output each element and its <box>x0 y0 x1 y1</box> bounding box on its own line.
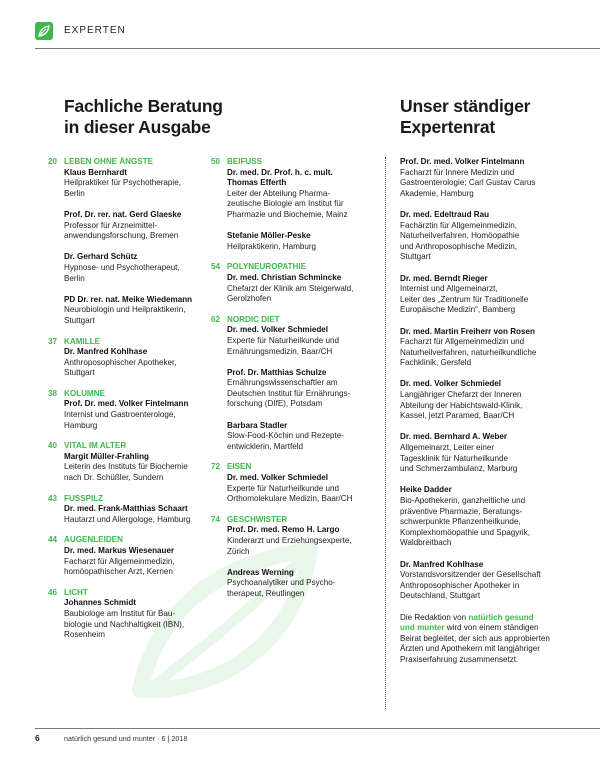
expert-entry <box>64 399 224 431</box>
topic-section <box>211 157 387 252</box>
expert-description: Hautarzt und Allergologe, Hamburg <box>64 514 191 524</box>
topic-section <box>211 314 387 453</box>
council-member <box>400 379 578 421</box>
topic-page-number: 72 <box>211 462 221 472</box>
expert-name: Dr. med. Christian Schmincke <box>227 272 342 282</box>
expert-name: Barbara Stadler <box>227 420 288 430</box>
expert-description: Baubiologe am Institut für Bau- <box>64 608 176 618</box>
topic-page-number: 40 <box>48 441 58 451</box>
header-divider <box>35 48 600 49</box>
expert-entry <box>227 568 387 600</box>
council-member-name: Prof. Dr. med. Volker Fintelmann <box>400 157 525 166</box>
council-member-name: Dr. med. Martin Freiherr von Rosen <box>400 326 535 336</box>
column-topics-middle <box>211 157 387 610</box>
topic-title: AUGENLEIDEN <box>64 535 123 545</box>
topic-section <box>211 262 387 304</box>
council-member-description: Deutschland, Stuttgart <box>400 591 481 601</box>
topic-heading <box>48 388 224 400</box>
column-divider <box>385 157 386 709</box>
expert-description: forschung (DIfE), Potsdam <box>227 399 323 409</box>
council-member <box>400 210 578 263</box>
topic-page-number: 20 <box>48 157 58 166</box>
council-member-description: Komplexhomöopathie und Spagyrik, <box>400 527 531 537</box>
expert-name: Dr. med. Frank-Matthias Schaart <box>64 504 188 514</box>
topic-section <box>48 493 224 526</box>
expert-name: Margit Müller-Frahling <box>64 451 149 461</box>
topic-page-number: 37 <box>48 336 58 346</box>
topic-section <box>48 535 224 577</box>
council-member-description: Anthroposophischer Apotheker in <box>400 580 520 590</box>
topic-title: LEBEN OHNE ÄNGSTE <box>64 157 154 166</box>
topic-page-number: 54 <box>211 262 221 272</box>
expert-description: Gerolzhofen <box>227 294 272 304</box>
section-title: EXPERTEN <box>64 25 126 36</box>
expert-description: Internist und Gastroenterologe, <box>64 410 176 420</box>
topic-title: GESCHWISTER <box>227 514 288 524</box>
expert-description: Berlin <box>64 273 85 283</box>
council-member-description: Waldbreitbach <box>400 538 452 548</box>
council-member-description: Europäische Medizin“, Bamberg <box>400 305 516 315</box>
expert-name: Dr. med. Dr. Prof. h. c. mult. <box>227 167 333 177</box>
council-member-name: Dr. Manfred Kohlhase <box>400 559 484 569</box>
expert-description: Stuttgart <box>64 315 95 325</box>
topic-section <box>48 587 224 641</box>
council-member-description: Vorstandsvorsitzender der Gesellschaft <box>400 570 541 580</box>
expert-entry <box>64 347 224 379</box>
council-member <box>400 157 578 199</box>
expert-description: Kinderarzt und Erziehungsexperte, <box>227 536 352 545</box>
expert-description: therapeut, Reutlingen <box>227 588 305 598</box>
topic-page-number: 44 <box>48 535 58 545</box>
topic-section <box>48 388 224 431</box>
heading-expertenrat: Unser ständiger Expertenrat <box>400 96 531 137</box>
council-member-description: Tagesklinik für Naturheilkunde <box>400 453 508 463</box>
expert-name: Dr. med. Volker Schmiedel <box>227 325 329 335</box>
expert-description: Leiterin des Instituts für Biochemie <box>64 462 188 472</box>
council-member <box>400 274 578 316</box>
expert-entry <box>64 598 224 640</box>
council-member-description: Langjähriger Chefarzt der Inneren <box>400 390 522 400</box>
expert-entry <box>227 525 387 557</box>
expert-description: anwendungsforschung, Bremen <box>64 231 179 241</box>
expert-name: Prof. Dr. Matthias Schulze <box>227 367 327 377</box>
expert-entry <box>227 168 387 221</box>
topic-page-number: 46 <box>48 587 58 597</box>
expert-name: Andreas Werning <box>227 567 294 577</box>
council-member-description: Naturheilverfahren, Homöopathie <box>400 231 520 241</box>
expert-description: Hamburg <box>64 420 98 430</box>
council-member-description: Leiter des „Zentrum für Traditionelle <box>400 294 529 304</box>
topic-title: KOLUMNE <box>64 388 105 398</box>
council-member <box>400 327 578 369</box>
council-member-description: Fachärztin für Allgemeinmedizin, <box>400 220 517 230</box>
council-member-description: Kassel, jetzt Paramed, Baar/CH <box>400 411 515 421</box>
topic-heading <box>48 336 224 348</box>
council-member-description: Bio-Apothekerin, ganzheitliche und <box>400 496 526 505</box>
council-member-description: und Schmerzambulanz, Marburg <box>400 464 518 474</box>
expert-entry <box>227 368 387 410</box>
expert-description: Berlin <box>64 188 85 198</box>
expert-description: Slow-Food-Köchin und Rezepte- <box>227 431 344 441</box>
expert-entry <box>227 421 387 453</box>
footer-divider <box>35 728 600 729</box>
council-member-description: Gastroenterologie; Carl Gustav Carus <box>400 178 536 188</box>
column-topics-left <box>48 157 224 651</box>
topic-section <box>211 462 387 504</box>
expert-name: Klaus Bernhardt <box>64 167 127 177</box>
topic-title: FUSSPILZ <box>64 493 104 503</box>
expert-description: Ernährungswissenschaftler am <box>227 378 338 388</box>
council-member <box>400 560 578 602</box>
topic-heading <box>48 535 224 546</box>
council-member-name: Dr. med. Edeltraud Rau <box>400 209 490 219</box>
expert-description: Heilpraktiker für Psychotherapie, <box>64 178 181 188</box>
expert-entry <box>64 546 224 578</box>
expert-description: Heilpraktikerin, Hamburg <box>227 241 317 251</box>
council-member-description: Facharzt für Allgemeinmedizin und <box>400 337 525 347</box>
topic-heading <box>211 462 387 473</box>
topic-heading <box>48 587 224 599</box>
expert-name: Johannes Schmidt <box>64 598 136 608</box>
expert-name: Thomas Efferth <box>227 178 287 188</box>
expert-description: Experte für Naturheilkunde und <box>227 335 340 345</box>
council-member-name: Dr. med. Volker Schmiedel <box>400 379 502 389</box>
topic-page-number: 43 <box>48 493 58 503</box>
expert-description: Facharzt für Allgemeinmedizin, <box>64 556 175 566</box>
expert-description: Ernährungsmedizin, Baar/CH <box>227 346 333 356</box>
topic-title: EISEN <box>227 462 252 472</box>
topic-heading <box>48 441 224 452</box>
council-member-description: Allgemeinarzt, Leiter einer <box>400 443 495 453</box>
topic-heading <box>48 157 224 168</box>
expert-description: homöopathischer Arzt, Kernen <box>64 567 173 577</box>
expert-description: Pharmazie und Biochemie, Mainz <box>227 209 348 219</box>
expert-description: Leiter der Abteilung Pharma- <box>227 188 331 198</box>
expert-name: Stefanie Möller-Peske <box>227 231 311 241</box>
topic-heading <box>211 514 387 526</box>
expert-name: Dr. med. Volker Schmiedel <box>227 473 329 483</box>
expert-entry <box>64 295 224 327</box>
topic-page-number: 62 <box>211 314 221 324</box>
leaf-logo-icon <box>35 22 53 40</box>
expert-entry <box>64 504 224 525</box>
council-member-description: Stuttgart <box>400 252 431 262</box>
council-member-description: und Anthroposophische Medizin, <box>400 241 517 251</box>
council-member-description: Naturheilverfahren, naturheilkundliche <box>400 347 537 357</box>
expert-description: Zürich <box>227 546 250 556</box>
expert-name: Dr. Manfred Kohlhase <box>64 347 148 357</box>
topic-title: BEIFUSS <box>227 157 263 166</box>
council-member-description: Abteilung der Habichtswald-Klinik, <box>400 400 523 410</box>
topic-title: POLYNEUROPATHIE <box>227 262 306 272</box>
expert-entry <box>64 168 224 200</box>
column-expert-council <box>400 157 578 666</box>
council-member-name: Dr. med. Bernhard A. Weber <box>400 432 508 442</box>
council-member-name: Heike Dadder <box>400 485 452 495</box>
council-member <box>400 432 578 474</box>
expert-entry <box>227 273 387 305</box>
expert-description: Experte für Naturheilkunde und <box>227 483 340 493</box>
council-member-description: Facharzt für Innere Medizin und <box>400 167 515 177</box>
expert-description: Chefarzt der Klinik am Steigerwald, <box>227 283 354 293</box>
council-member <box>400 485 578 549</box>
expert-name: Dr. med. Markus Wiesenauer <box>64 546 175 555</box>
topic-section <box>48 441 224 483</box>
expert-name: PD Dr. rer. nat. Meike Wiedemann <box>64 294 193 304</box>
page-number: 6 <box>35 733 40 743</box>
council-member-name: Dr. med. Berndt Rieger <box>400 273 488 283</box>
expert-description: Hypnose- und Psychotherapeut, <box>64 262 180 272</box>
footer-text: natürlich gesund und munter · 6 | 2018 <box>64 734 188 743</box>
expert-description: nach Dr. Schüßler, Sundern <box>64 473 164 483</box>
topic-page-number: 38 <box>48 388 58 398</box>
expert-description: Neurobiologin und Heilpraktikerin, <box>64 305 186 315</box>
expert-description: Professor für Arzneimittel- <box>64 220 158 230</box>
topic-heading <box>48 493 224 505</box>
topic-title: VITAL IM ALTER <box>64 441 127 451</box>
expert-description: Deutschen Institut für Ernährungs- <box>227 388 351 398</box>
expert-description: entwicklerin, Martfeld <box>227 441 304 451</box>
expert-name: Prof. Dr. rer. nat. Gerd Glaeske <box>64 209 182 219</box>
expert-description: Stuttgart <box>64 368 95 378</box>
council-member-description: schwerpunkte Pflanzenheilkunde, <box>400 517 521 527</box>
topic-heading <box>211 157 387 168</box>
expert-name: Dr. Gerhard Schütz <box>64 252 138 262</box>
expert-entry <box>227 473 387 505</box>
topic-section <box>48 336 224 379</box>
expert-name: Prof. Dr. med. Remo H. Largo <box>227 525 340 535</box>
expert-description: Anthroposophischer Apotheker, <box>64 357 177 367</box>
expert-entry <box>64 452 224 484</box>
expert-entry <box>227 325 387 357</box>
expert-description: biologie und Nachhaltigkeit (IBN), <box>64 619 185 629</box>
expert-name: Prof. Dr. med. Volker Fintelmann <box>64 399 189 409</box>
topic-title: NORDIC DIET <box>227 314 280 324</box>
topic-section <box>211 514 387 600</box>
expert-description: Psychoanalytiker und Psycho- <box>227 578 336 588</box>
topic-title: LICHT <box>64 587 88 597</box>
council-member-description: Fachklinik, Gersfeld <box>400 358 472 368</box>
expert-description: Orthomolekulare Medizin, Baar/CH <box>227 494 353 504</box>
expert-description: zeutische Biologie am Institut für <box>227 199 344 209</box>
topic-heading <box>211 314 387 326</box>
expert-entry <box>64 210 224 242</box>
expert-entry <box>64 252 224 284</box>
council-member-description: Akademie, Hamburg <box>400 188 474 198</box>
topic-page-number: 50 <box>211 157 221 166</box>
topic-heading <box>211 262 387 273</box>
topic-title: KAMILLE <box>64 336 100 346</box>
topic-page-number: 74 <box>211 514 221 524</box>
heading-fachliche-beratung: Fachliche Beratung in dieser Ausgabe <box>64 96 223 137</box>
topic-section <box>48 157 224 327</box>
expert-entry <box>227 231 387 252</box>
editorial-note: Die Redaktion von natürlich gesund und munter wird von einem ständigen Beirat begleitet, der sich aus approbierten Ärzten und Apothekern mit langjähriger Praxiserfahrung zusammensetzt. <box>400 612 550 664</box>
council-member-description: präventive Pharmazie, Beratungs- <box>400 506 523 516</box>
council-member-description: Internist und Allgemeinarzt, <box>400 284 498 294</box>
expert-description: Rosenheim <box>64 630 105 640</box>
